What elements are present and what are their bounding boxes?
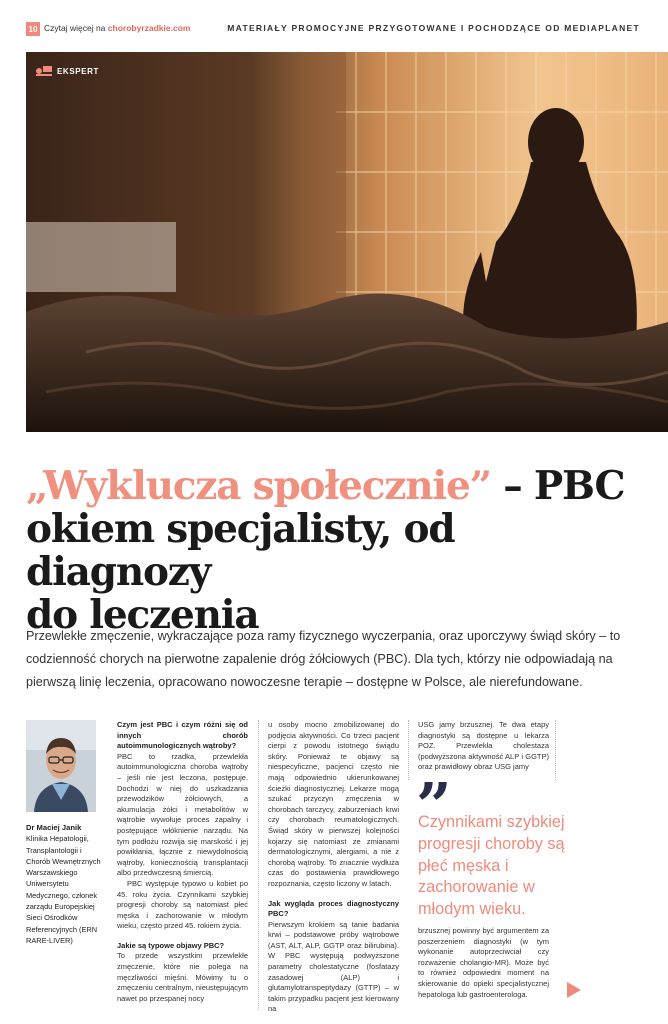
read-more-text bbox=[44, 23, 190, 33]
author-name: Dr Maciej Janik bbox=[26, 823, 82, 832]
paragraph: PBC występuje typowo u kobiet po 45. roku życia. Czynnikami szybkiej progresji choroby są natomiast płeć męska i zachorowanie w młodym wieku, często przed 45. rokiem życia. bbox=[117, 878, 248, 931]
headline-line1-rest: – PBC bbox=[490, 463, 625, 509]
author-avatar bbox=[26, 720, 96, 812]
question-heading: Czym jest PBC i czym różni się od innych chorób autoimmunologicznych wątroby? bbox=[117, 720, 248, 751]
paragraph: brzusznej powinny być argumentem za poszerzeniem diagnostyki (w tym wykonanie autoprzeciwciał czy rozważenie cholangio-MR). Może być to również odpowiedni moment na skierowanie do opieki specjalistycznej hepatologa lub gastroenterologa. bbox=[418, 926, 549, 999]
expert-badge-label: EKSPERT bbox=[57, 66, 99, 76]
continue-arrow-icon bbox=[567, 982, 581, 998]
author-caption bbox=[26, 822, 106, 946]
article-column-1 bbox=[117, 720, 248, 1004]
headline-quote: „Wyklucza społecznie” bbox=[26, 463, 491, 509]
paragraph: To przede wszystkim przewlekłe zmęczenie, które nie polega na męczliwości mięśni. Mówimy tu o zmęczeniu centralnym, nieustępującym nawet po przespanej nocy bbox=[117, 951, 248, 1003]
article-column-3 bbox=[418, 720, 549, 773]
question-heading: Jakie są typowe objawy PBC? bbox=[117, 940, 225, 950]
column-divider bbox=[555, 720, 556, 780]
author-affiliation: Klinika Hepatologii, Transplantologii i Chorób Wewnętrznych Warszawskiego Uniwersytetu Medycznego, członek zarządu Europejskiej Sieci Ośrodków Referencyjnych (ERN RARE-LIVER) bbox=[26, 834, 101, 945]
read-more-prefix: Czytaj więcej na bbox=[44, 23, 108, 33]
article-column-3-continued bbox=[418, 926, 549, 1000]
page-number: 10 bbox=[26, 22, 40, 36]
hero-photo-woman-on-bed bbox=[26, 52, 668, 432]
article-lead: Przewlekłe zmęczenie, wykraczające poza ramy fizycznego wyczerpania, oraz uporczywy świąd skóry – to codzienność chorych na pierwotne zapalenie dróg żółciowych (PBC). Dla tych, którzy nie odpowiadają na pierwszą linię leczenia, opracowano nowoczesne terapie – dostępne w Polsce, ale nierefundowane. bbox=[26, 629, 621, 689]
headline-line3: do leczenia bbox=[26, 592, 259, 638]
promo-disclaimer: MATERIAŁY PROMOCYJNE PRZYGOTOWANE I POCHODZĄCE OD MEDIAPLANET bbox=[227, 23, 640, 33]
paragraph: PBC to rzadka, przewlekła autoimmunologiczna choroba wątroby – jeśli nie jest leczona, postępuje. Dochodzi w niej do uszkadzania przewodzików żółciowych, a akumulacja żółci i metabolitów w wątrobie wywołuje proces zapalny i postępujące włóknienie narządu. Na tym podłożu rozwija się marskość i jej powikłania, łącznie z niewydolnością wątroby, koniecznością transplantacji albo przedwczesną śmiercią. bbox=[117, 751, 248, 878]
paragraph: u osoby mocno zmobilizowanej do podjęcia aktywności. Co trzeci pacjent cierpi z powodu istotnego świądu skóry. Ponieważ te objawy są niespecyficzne, pacjenci często nie mają odpowiednio ukierunkowanej ścieżki diagnostycznej. Lekarze mogą szukać przyczyn zmęczenia w chorobach tarczycy, zaburzeniach krwi czy chorobach reumatologicznych. Świąd skóry w pierwszej kolejności kojarzy się natomiast ze zmianami dermatologicznymi, alergiami, a nie z chorobą wątroby. To znacznie wydłuża czas do postawienia prawidłowego rozpoznania, często liczony w latach. bbox=[268, 720, 399, 888]
expert-icon bbox=[36, 66, 52, 76]
article-headline bbox=[26, 465, 646, 637]
headline-line2: okiem specjalisty, od diagnozy bbox=[26, 506, 455, 595]
question-heading: Jak wygląda proces diagnostyczny PBC? bbox=[268, 898, 399, 919]
paragraph: USG jamy brzusznej. Te dwa etapy diagnostyki są dostępne u lekarza POZ. Przewlekła cholestaza (podwyższona aktywność ALP i GGTP) oraz prawidłowy obraz USG jamy bbox=[418, 720, 549, 772]
paragraph: Pierwszym krokiem są tanie badania krwi – podstawowe próby wątrobowe (AST, ALT, ALP, GGTP oraz bilirubina). W PBC występują podwyższone parametry cholestatyczne (fosfatazy zasadowej (ALP) i glutamylotranspeptydazy (GTTP) – w takim przypadku pacjent jest kierowany na bbox=[268, 919, 399, 1014]
page-header bbox=[0, 0, 668, 52]
read-more-link[interactable]: chorobyrzadkie.com bbox=[107, 23, 191, 33]
column-divider bbox=[408, 720, 409, 780]
quote-mark-icon: ” bbox=[416, 769, 452, 842]
hero-image bbox=[26, 52, 668, 432]
article-column-2 bbox=[268, 720, 399, 1015]
column-divider bbox=[258, 720, 259, 1010]
expert-badge bbox=[36, 66, 99, 76]
pull-quote: Czynnikami szybkiej progresji choroby są płeć męska i zachorowanie w młodym wieku. bbox=[418, 813, 565, 919]
